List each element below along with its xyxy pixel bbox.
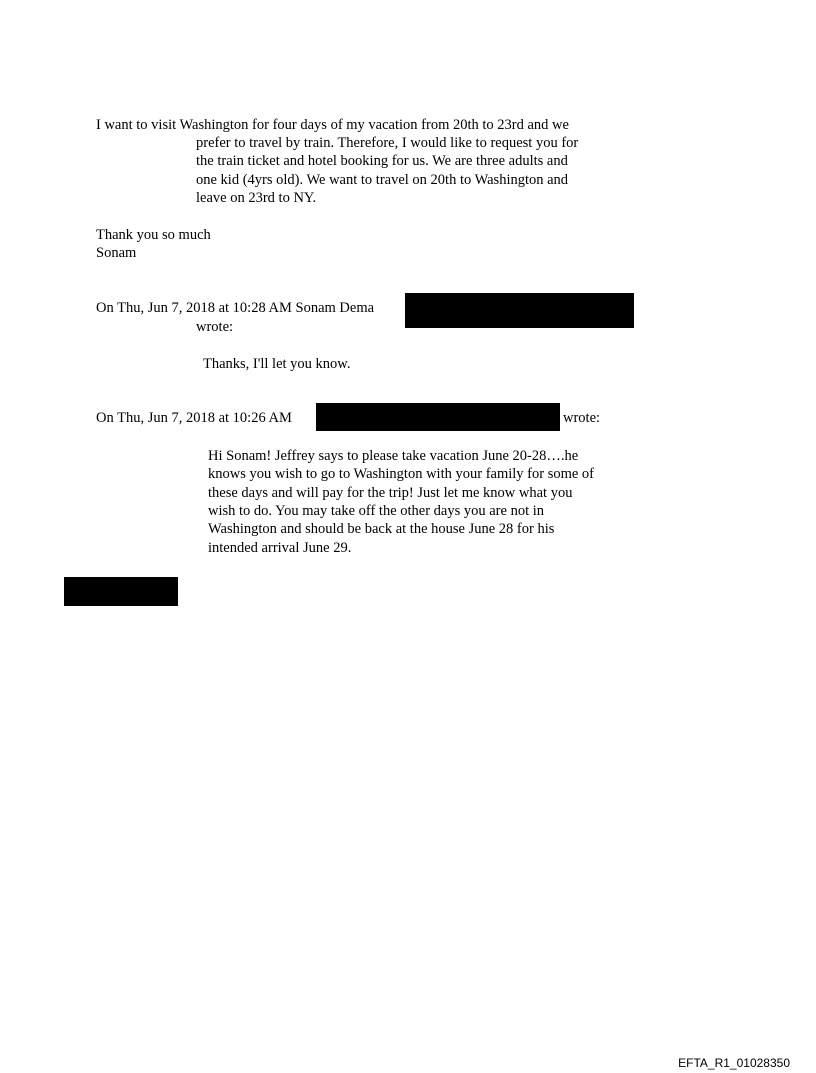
message-line: prefer to travel by train. Therefore, I would like to request you for <box>196 135 579 151</box>
message-line: leave on 23rd to NY. <box>196 190 317 206</box>
message-line: I want to visit Washington for four days of my vacation from 20th to 23rd and we <box>96 117 569 133</box>
message-line: the train ticket and hotel booking for us. We are three adults and <box>196 153 568 169</box>
message-line: one kid (4yrs old). We want to travel on 20th to Washington and <box>196 172 569 188</box>
signature-text: Sonam <box>96 245 137 261</box>
document-id: EFTA_R1_01028350 <box>678 1056 790 1070</box>
closing-text: Thank you so much <box>96 227 211 243</box>
quote-wrote-label: wrote: <box>563 410 601 426</box>
quote-line: intended arrival June 29. <box>208 540 352 556</box>
quote-header: On Thu, Jun 7, 2018 at 10:26 AM <box>96 410 292 426</box>
quote-line: wish to do. You may take off the other days you are not in <box>208 503 545 519</box>
quote-wrote-label: wrote: <box>196 319 234 335</box>
redaction-block <box>64 577 178 606</box>
redaction-block <box>405 293 634 328</box>
quote-line: knows you wish to go to Washington with your family for some of <box>208 466 595 482</box>
redaction-block <box>316 403 560 431</box>
quote-line: Hi Sonam! Jeffrey says to please take vacation June 20-28….he <box>208 448 579 464</box>
quote-line: these days and will pay for the trip! Just let me know what you <box>208 485 573 501</box>
quote-body: Thanks, I'll let you know. <box>203 356 351 372</box>
quote-line: Washington and should be back at the house June 28 for his <box>208 521 555 537</box>
quote-header: On Thu, Jun 7, 2018 at 10:28 AM Sonam Dema <box>96 300 375 316</box>
